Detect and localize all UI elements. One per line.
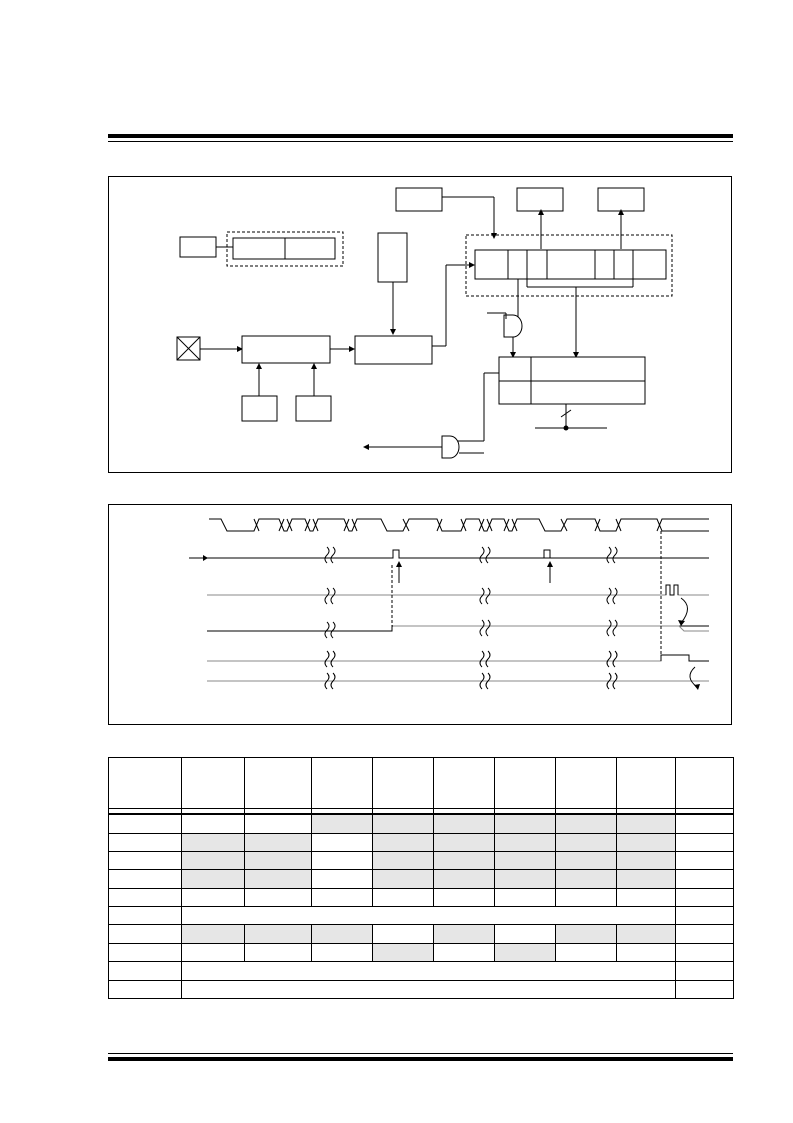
- header-cell: [556, 758, 617, 809]
- header-cell: [109, 758, 182, 809]
- table-row: [109, 870, 734, 888]
- table-row: [109, 851, 734, 869]
- input-box: [180, 237, 216, 257]
- header-cell: [495, 758, 556, 809]
- trace-row-4: [207, 626, 709, 631]
- combine-block: [355, 336, 432, 364]
- header-cell: [182, 758, 245, 809]
- header-cell: [617, 758, 676, 809]
- table-row: [109, 888, 734, 906]
- and-gate-b: [442, 436, 459, 458]
- lower-box-a: [242, 396, 277, 421]
- footer-rule-thick: [108, 1057, 733, 1061]
- trace-row-3: [207, 585, 709, 595]
- register-table: [108, 757, 734, 999]
- block-diagram-figure: [108, 176, 732, 473]
- table-header-row: [109, 758, 734, 809]
- table-row: [109, 925, 734, 943]
- top-box-c: [598, 188, 644, 211]
- header-cell: [434, 758, 495, 809]
- header-cell: [312, 758, 373, 809]
- table-row: [109, 943, 734, 961]
- header-rule-thin: [108, 141, 733, 142]
- table-row: [109, 907, 734, 925]
- control-register: [475, 250, 666, 279]
- timing-diagram-figure: [108, 504, 732, 725]
- footer-rule-thin: [108, 1053, 733, 1054]
- break-markers: [325, 547, 617, 689]
- middle-block: [242, 336, 330, 363]
- header-rule-thick: [108, 134, 733, 138]
- table-row: [109, 833, 734, 851]
- top-box-b: [517, 188, 563, 211]
- pulse-trace: [207, 550, 709, 558]
- table-row: [109, 814, 734, 833]
- header-cell: [373, 758, 434, 809]
- header-cell: [676, 758, 734, 809]
- top-box-a: [396, 188, 442, 211]
- trace-row-5: [207, 655, 709, 661]
- header-cell: [245, 758, 312, 809]
- tall-block: [378, 233, 407, 282]
- table-row: [109, 962, 734, 980]
- timing-diagram-svg: [109, 505, 733, 726]
- register-pair: [233, 238, 335, 259]
- table-row: [109, 980, 734, 999]
- block-diagram-svg: [109, 177, 733, 474]
- bus-trace: [209, 519, 709, 531]
- lower-box-b: [296, 396, 331, 421]
- and-gate-a: [504, 315, 522, 337]
